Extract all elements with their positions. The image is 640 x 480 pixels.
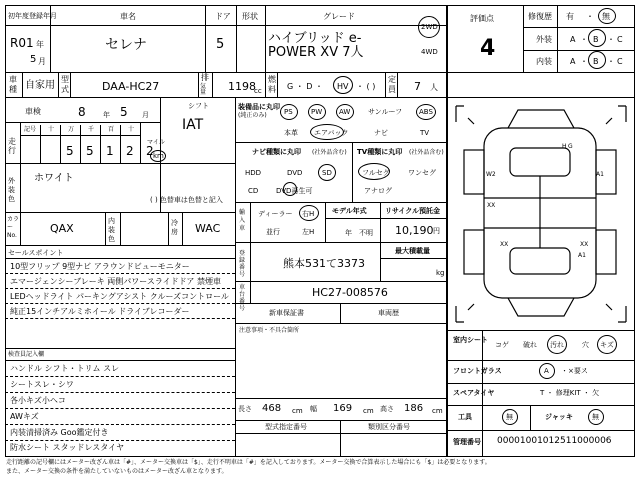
spare-label: スペアタイヤ — [453, 389, 495, 397]
vehicle-history-label: 車両歴 — [378, 309, 399, 317]
mileage-digit-2: 5 — [86, 144, 94, 158]
jack-label: ジャッキ — [545, 413, 573, 421]
class-no-label: 類別区分番号 — [368, 423, 410, 431]
car-hood — [508, 110, 574, 128]
equip-sunroof: サンルーフ — [368, 108, 403, 116]
chassis-label: 車台番号 — [239, 284, 246, 312]
displacement-value: 1198 — [228, 80, 256, 93]
jack-value: 無 — [592, 413, 599, 421]
door-count: 5 — [216, 37, 225, 52]
diagram-label-h: H — [562, 143, 567, 150]
inspection-year-suffix: 年 — [103, 111, 110, 119]
tv-sublabel: (社外品含む) — [409, 149, 444, 156]
fuel-other: ・ ( ) — [356, 82, 376, 91]
exterior-c: C — [617, 35, 623, 44]
diagram-label-xx3: XX — [580, 241, 589, 248]
handle-right: 右H — [302, 210, 315, 218]
seat-tear: 破れ — [523, 341, 537, 349]
repair-no: 無 — [602, 12, 610, 21]
footer-line-2: また、メーター交換の条件を満たしていないものはメーター改ざん車となります。 — [6, 468, 228, 475]
recycle-unit: 円 — [433, 227, 440, 235]
equip-ps: PS — [284, 108, 293, 116]
capacity-unit: 人 — [430, 83, 438, 92]
color-code-value: QAX — [50, 222, 74, 235]
navi-sublabel: (社外品含む) — [312, 149, 347, 156]
shift-value: IAT — [182, 117, 204, 133]
length-label: 長さ — [238, 405, 252, 413]
length-unit: cm — [292, 407, 303, 415]
inspection-label: 車検 — [25, 107, 41, 116]
equip-leather: 本革 — [284, 129, 298, 137]
usage-value: 自家用 — [25, 80, 55, 91]
selling-points-label: セールスポイント — [8, 249, 64, 257]
drive-4wd: 4WD — [421, 48, 438, 56]
drive-2wd: 2WD — [421, 23, 438, 31]
mileage-unit-1: 万 — [68, 126, 75, 133]
interior-a: A — [570, 57, 576, 66]
model-code: DAA-HC27 — [102, 80, 160, 93]
height-value: 186 — [404, 403, 424, 414]
color-code-label: カラーNo. — [7, 216, 20, 239]
equip-airbag: エアバック — [314, 129, 349, 137]
color-value: ホワイト — [34, 173, 74, 184]
mileage-digit-1: 5 — [66, 144, 74, 158]
import-parallel: 並行 — [266, 228, 280, 236]
glass-other: ・×要ス — [561, 367, 588, 375]
right-rear-door — [596, 230, 616, 274]
mgmt-value: 00001001012511000006 — [497, 436, 612, 446]
max-load-unit: kg — [436, 269, 445, 277]
type-label-2: 式 — [61, 85, 69, 94]
notes-label: 注意事項・不具合箇所 — [239, 327, 300, 334]
max-load-label: 最大積載量 — [395, 247, 430, 255]
score-value: 4 — [480, 36, 496, 61]
door-label: ドア — [215, 12, 231, 21]
inspector-note-6: 防水シート スタッドレスタイヤ — [10, 443, 125, 452]
equip-aw: AW — [339, 108, 351, 116]
mgmt-label: 管理番号 — [453, 438, 481, 446]
interior-color-label: 内装色 — [108, 217, 115, 243]
width-label: 幅 — [310, 405, 317, 413]
tools-label: 工具 — [458, 413, 472, 421]
handle-left: 左H — [302, 228, 315, 236]
fuel-label: 燃 — [268, 75, 276, 84]
length-value: 468 — [262, 403, 282, 414]
mileage-digit-4: 2 — [126, 144, 134, 158]
inspector-note-5: 内装清掃済み Goo鑑定付き — [10, 428, 109, 437]
width-value: 169 — [333, 403, 353, 414]
selling-point-2: エマージェンシーブレーキ 両側パワースライドドア 禁煙車 — [10, 277, 221, 286]
grade-value: ハイブリッド e-POWER XV 7人 — [268, 31, 364, 60]
rear-windshield — [510, 248, 570, 274]
exterior-sep2: ・ — [607, 35, 615, 44]
first-reg-month-suffix: 月 — [38, 57, 46, 66]
equip-abs: ABS — [419, 108, 433, 116]
tv-analog: アナログ — [364, 187, 392, 195]
spare-options: T ・ 修理KIT ・ 欠 — [540, 389, 600, 397]
navi-cd: CD — [248, 187, 259, 195]
seat-scratch: キズ — [600, 341, 614, 349]
navi-dvd: DVD — [287, 169, 303, 177]
equip-navi: ナビ — [374, 129, 388, 137]
displacement-label-2: 気量 — [200, 83, 207, 96]
repair-sep: ・ — [586, 12, 594, 21]
capacity-label-2: 員 — [388, 85, 396, 94]
exterior-a: A — [570, 35, 576, 44]
mileage-unit-km: km — [153, 152, 164, 160]
selling-point-3: LEDヘッドライト パーキングアシスト クルーズコントロール — [10, 292, 229, 301]
shift-label: シフト — [188, 102, 209, 110]
footer-line-1: 走行距離の記号欄にはメーター改ざん車は「#」、メーター交換車は「$」、走行不明車は「#」を記入しております。メーター交換で合算表示した場合にも「$」は必要となります。 — [6, 459, 491, 466]
mileage-digit-3: 1 — [106, 144, 114, 158]
inspector-notes-label: 検査員記入欄 — [8, 351, 45, 358]
mileage-digit-5: 2 — [146, 144, 154, 158]
interior-b: B — [593, 57, 599, 66]
inspector-note-2: シートスレ・シワ — [10, 380, 74, 389]
car-diagram — [448, 98, 634, 330]
plate-value: 熊本531て3373 — [283, 257, 365, 270]
selling-point-4: 純正15インチアルミホイール ドライブレコーダー — [10, 307, 190, 316]
class-label: 車 — [9, 75, 17, 84]
selling-point-1: 10型フリップ 9型ナビ アラウンドビューモニター — [10, 262, 190, 271]
displacement-unit: cc — [254, 87, 262, 95]
inspection-year: 8 — [78, 105, 86, 119]
inspector-note-1: ハンドル シフト・トリム スレ — [10, 364, 120, 373]
seat-scorch: コゲ — [495, 341, 509, 349]
recycle-value: 10,190 — [395, 224, 434, 237]
equipment-label: 装備品に丸印 — [238, 103, 280, 111]
chassis-value: HC27-008576 — [312, 286, 388, 299]
diagram-label-a1b: A1 — [578, 252, 586, 259]
inspection-month-suffix: 月 — [142, 111, 149, 119]
mileage-unit-0: 十 — [48, 126, 55, 133]
ac-value: WAC — [195, 222, 221, 235]
equip-tv: TV — [420, 129, 430, 137]
mileage-header: 記号 — [24, 126, 37, 133]
mileage-label: 走行 — [8, 137, 16, 155]
repair-yes: 有 — [566, 12, 574, 21]
interior-c: C — [617, 57, 623, 66]
grade-label: グレード — [323, 12, 355, 21]
mileage-unit-3: 百 — [108, 126, 115, 133]
navi-sd: SD — [322, 169, 332, 177]
ac-label: 冷房 — [171, 219, 178, 236]
first-reg-month: 5 — [30, 54, 37, 65]
width-unit: cm — [363, 407, 374, 415]
navi-hdd: HDD — [245, 169, 262, 177]
model-year-label: モデル年式 — [332, 207, 367, 215]
import-dealer: ディーラー — [258, 210, 293, 218]
exterior-sep1: ・ — [580, 35, 588, 44]
equipment-sublabel: (純正のみ) — [238, 112, 267, 119]
navi-dvdplay: DVD再生可 — [276, 187, 313, 195]
car-trunk — [508, 298, 574, 316]
type-label: 型 — [61, 75, 69, 84]
fuel-label-2: 料 — [268, 85, 276, 94]
mileage-unit-4: 十 — [128, 126, 135, 133]
mileage-unit-2: 千 — [88, 126, 95, 133]
import-label: 輸入車 — [239, 209, 246, 232]
navi-label: ナビ種類に丸印 — [252, 148, 301, 156]
new-warranty-label: 新車保証書 — [269, 309, 304, 317]
glass-a: A — [544, 367, 549, 375]
model-name: セレナ — [105, 37, 147, 53]
model-year-value: 年 不明 — [345, 229, 373, 237]
fuel-options: G ・ D ・ — [287, 82, 323, 91]
glass-label: フロントガラス — [453, 367, 502, 375]
class-label-2: 種 — [9, 85, 17, 94]
type-cert-label: 型式指定番号 — [265, 423, 307, 431]
interior-label: 内装 — [536, 57, 552, 66]
equip-pw: PW — [311, 108, 323, 116]
diagram-label-a1: A1 — [596, 171, 604, 178]
tools-value: 無 — [506, 413, 513, 421]
first-reg-year-suffix: 年 — [36, 40, 44, 49]
fuel-selected: HV — [337, 82, 349, 91]
repair-label: 修復歴 — [528, 12, 552, 21]
capacity-label: 定 — [388, 75, 396, 84]
tv-fullseg: フルセグ — [362, 169, 390, 177]
seat-hole: 穴 — [582, 341, 589, 349]
diagram-label-xx1: XX — [487, 202, 496, 209]
diagram-label-w2: W2 — [486, 171, 496, 178]
shape-label: 形状 — [242, 12, 258, 21]
front-windshield — [510, 148, 570, 176]
capacity-value: 7 — [414, 80, 421, 93]
first-reg-era: R01 — [10, 36, 34, 50]
model-label: 車名 — [120, 12, 136, 21]
recycle-label: リサイクル預託金 — [385, 207, 441, 215]
interior-sep2: ・ — [607, 57, 615, 66]
diagram-label-g: G — [568, 143, 573, 150]
diagram-label-xx2: XX — [500, 241, 509, 248]
color-label: 外装色 — [8, 177, 15, 203]
inspector-note-3: 各小キズ小ヘコ — [10, 396, 66, 405]
seat-stain: 汚れ — [550, 341, 564, 349]
inspector-note-4: AWキズ — [10, 412, 39, 421]
plate-label: 登録番号 — [239, 250, 246, 278]
exterior-b: B — [593, 35, 599, 44]
inspection-month: 5 — [120, 105, 128, 119]
seat-label: 室内シート — [453, 336, 488, 344]
displacement-label: 排 — [201, 73, 209, 82]
score-label: 評価点 — [470, 14, 494, 23]
tv-label: TV種類に丸印 — [357, 148, 403, 156]
exterior-label: 外装 — [536, 35, 552, 44]
tv-oneseg: ワンセグ — [408, 169, 436, 177]
left-front-door — [464, 150, 484, 194]
color-note: ( ) 色替車は色替と記入 — [150, 196, 223, 204]
first-reg-label: 初年度登録年月 — [8, 12, 57, 20]
height-unit: cm — [432, 407, 443, 415]
interior-sep1: ・ — [580, 57, 588, 66]
left-rear-door — [464, 230, 484, 274]
mileage-unit-mile: マイル — [147, 139, 165, 146]
height-label: 高さ — [380, 405, 394, 413]
